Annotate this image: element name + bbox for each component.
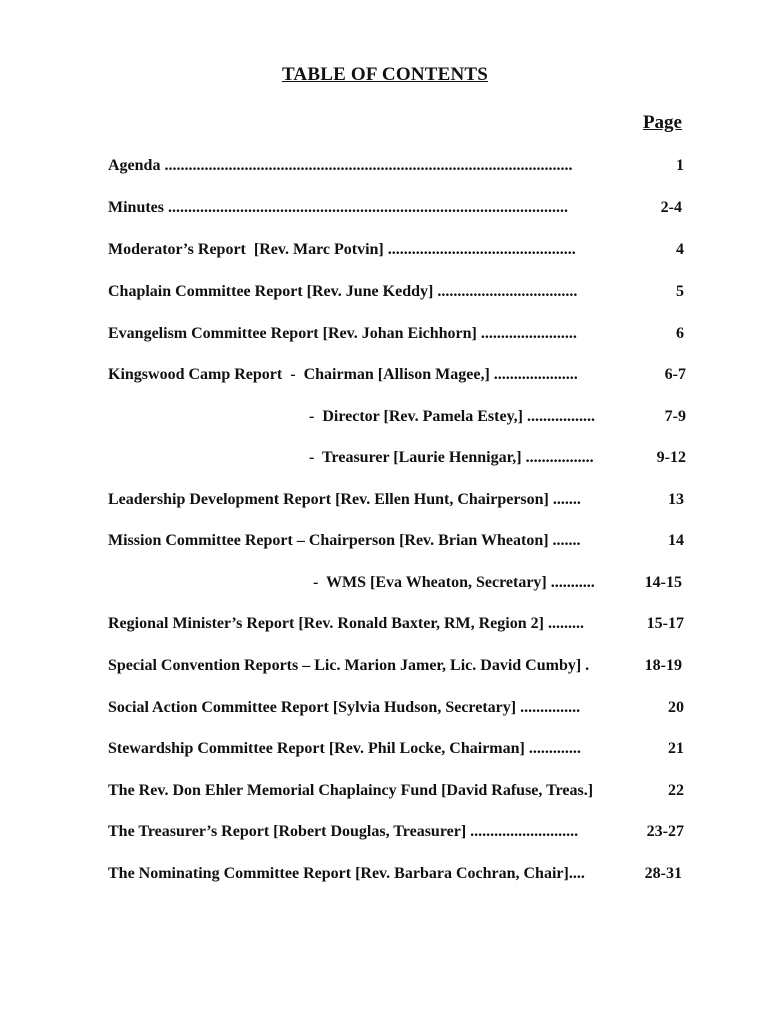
toc-entry: Stewardship Committee Report [Rev. Phil Locke, Chairman] ............. [108,740,581,757]
toc-entry: Minutes .................................................................................................... [108,199,568,216]
toc-page-number: 2-4 [660,199,682,216]
toc-entry: Agenda ...................................................................................................... [108,157,573,174]
toc-page-number: 18-19 [644,657,682,674]
toc-entry: - WMS [Eva Wheaton, Secretary] ........... [313,574,595,591]
page-column-header: Page [642,112,682,133]
toc-entry: Leadership Development Report [Rev. Ellen Hunt, Chairperson] ....... [108,491,581,508]
toc-entry: Kingswood Camp Report - Chairman [Allison Magee,] ..................... [108,366,578,383]
toc-page-number: 28-31 [644,865,682,882]
toc-page-number: 15-17 [646,615,684,632]
toc-page-number: 4 [676,241,684,258]
toc-page-number: 21 [668,740,684,757]
toc-entry: - Treasurer [Laurie Hennigar,] ................. [309,449,594,466]
toc-entry: Chaplain Committee Report [Rev. June Keddy] ................................... [108,283,578,300]
toc-page-number: 7-9 [664,408,686,425]
document-title: TABLE OF CONTENTS [281,64,489,85]
toc-page-number: 5 [676,283,684,300]
toc-page-number: 20 [668,699,684,716]
toc-page-number: 22 [668,782,684,799]
toc-entry: - Director [Rev. Pamela Estey,] ................. [309,408,596,425]
toc-entry: Social Action Committee Report [Sylvia Hudson, Secretary] ............... [108,699,581,716]
toc-entry: Regional Minister’s Report [Rev. Ronald Baxter, RM, Region 2] ......... [108,615,584,632]
toc-entry: The Rev. Don Ehler Memorial Chaplaincy Fund [David Rafuse, Treas.] [108,782,594,799]
toc-entry: Evangelism Committee Report [Rev. Johan Eichhorn] ........................ [108,325,577,342]
toc-page-number: 1 [676,157,684,174]
toc-page-number: 9-12 [656,449,686,466]
toc-entry: Mission Committee Report – Chairperson [Rev. Brian Wheaton] ....... [108,532,581,549]
toc-page-number: 6 [676,325,684,342]
toc-page-number: 13 [668,491,684,508]
toc-entry: Special Convention Reports – Lic. Marion Jamer, Lic. David Cumby] . [108,657,590,674]
toc-entry: The Treasurer’s Report [Robert Douglas, Treasurer] ........................... [108,823,579,840]
toc-page-number: 6-7 [664,366,686,383]
toc-page-number: 14 [668,532,684,549]
toc-entry: Moderator’s Report [Rev. Marc Potvin] ............................................... [108,241,576,258]
toc-entry: The Nominating Committee Report [Rev. Barbara Cochran, Chair].... [108,865,585,882]
toc-page-number: 14-15 [644,574,682,591]
toc-page-number: 23-27 [646,823,684,840]
